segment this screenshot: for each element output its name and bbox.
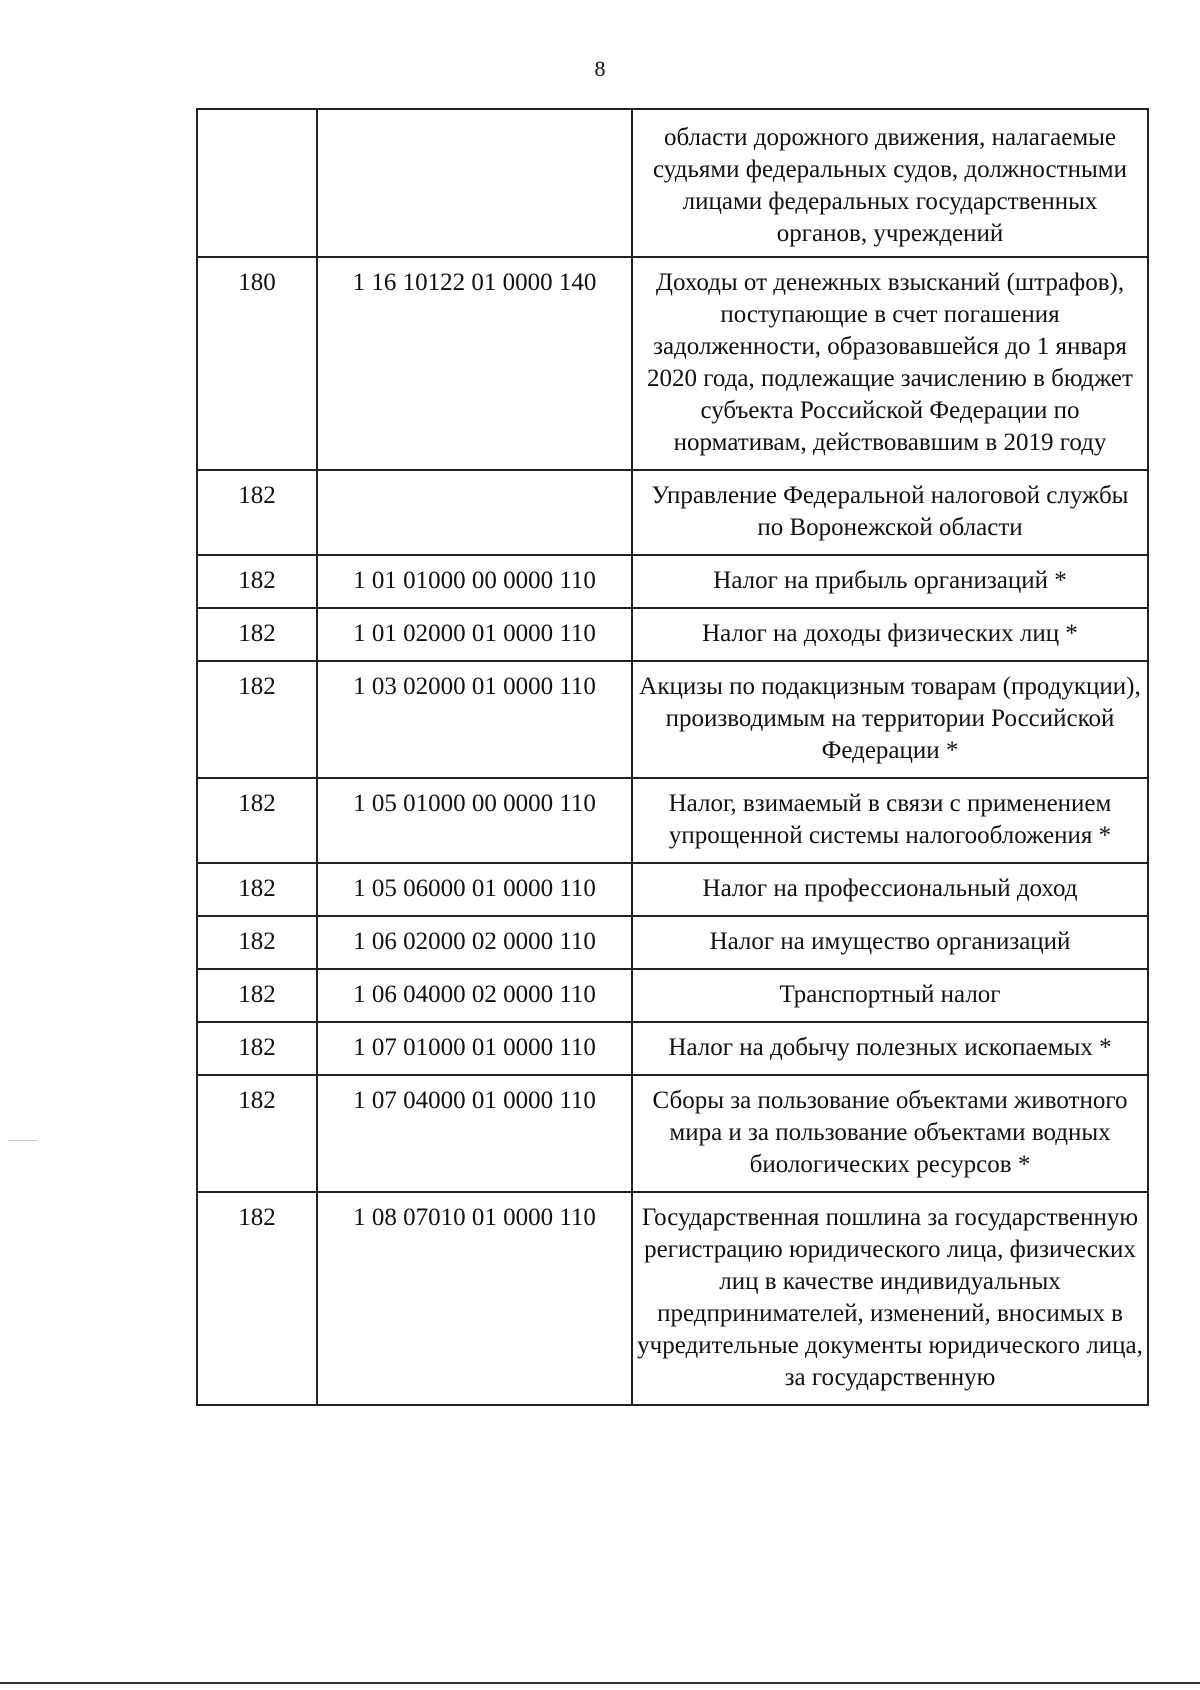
revenue-name-cell: Сборы за пользование объектами животного мира и за пользование объектами водных биологических ресурсов * bbox=[632, 1075, 1148, 1192]
budget-code-cell: 1 07 04000 01 0000 110 bbox=[317, 1075, 632, 1192]
table-row bbox=[197, 778, 1148, 863]
revenue-name-cell: Налог на профессиональный доход bbox=[632, 863, 1148, 916]
table-row bbox=[197, 969, 1148, 1022]
table-row bbox=[197, 916, 1148, 969]
table-row bbox=[197, 1192, 1148, 1405]
budget-code-cell: 1 01 02000 01 0000 110 bbox=[317, 608, 632, 661]
admin-code-cell: 182 bbox=[197, 555, 317, 608]
table-row bbox=[197, 608, 1148, 661]
budget-code-cell: 1 06 02000 02 0000 110 bbox=[317, 916, 632, 969]
budget-code-cell bbox=[317, 470, 632, 555]
revenue-name-cell: Налог на добычу полезных ископаемых * bbox=[632, 1022, 1148, 1075]
scan-margin-mark bbox=[8, 1140, 38, 1141]
page-bottom-rule bbox=[0, 1682, 1200, 1684]
revenue-table-body bbox=[197, 109, 1148, 1405]
table-row bbox=[197, 109, 1148, 257]
admin-code-cell: 182 bbox=[197, 1022, 317, 1075]
budget-code-cell bbox=[317, 109, 632, 257]
admin-code-cell bbox=[197, 109, 317, 257]
budget-code-cell: 1 05 06000 01 0000 110 bbox=[317, 863, 632, 916]
admin-code-cell: 182 bbox=[197, 470, 317, 555]
revenue-table bbox=[196, 108, 1149, 1406]
budget-code-cell: 1 16 10122 01 0000 140 bbox=[317, 257, 632, 470]
table-row bbox=[197, 470, 1148, 555]
budget-code-cell: 1 07 01000 01 0000 110 bbox=[317, 1022, 632, 1075]
revenue-name-cell: области дорожного движения, налагаемые судьями федеральных судов, должностными лицами федеральных государственных органов, учреждений bbox=[632, 109, 1148, 257]
budget-code-cell: 1 08 07010 01 0000 110 bbox=[317, 1192, 632, 1405]
table-row bbox=[197, 1075, 1148, 1192]
admin-code-cell: 180 bbox=[197, 257, 317, 470]
revenue-name-cell: Налог, взимаемый в связи с применением упрощенной системы налогообложения * bbox=[632, 778, 1148, 863]
revenue-name-cell: Налог на прибыль организаций * bbox=[632, 555, 1148, 608]
revenue-name-cell: Управление Федеральной налоговой службы по Воронежской области bbox=[632, 470, 1148, 555]
budget-code-cell: 1 01 01000 00 0000 110 bbox=[317, 555, 632, 608]
revenue-name-cell: Государственная пошлина за государственную регистрацию юридического лица, физических лиц в качестве индивидуальных предпринимателей, изменений, вносимых в учредительные документы юридического лица, за государственную bbox=[632, 1192, 1148, 1405]
table-row bbox=[197, 257, 1148, 470]
revenue-name-cell: Налог на имущество организаций bbox=[632, 916, 1148, 969]
revenue-name-cell: Доходы от денежных взысканий (штрафов), поступающие в счет погашения задолженности, образовавшейся до 1 января 2020 года, подлежащие зачислению в бюджет субъекта Российской Федерации по нормативам, действовавшим в 2019 году bbox=[632, 257, 1148, 470]
admin-code-cell: 182 bbox=[197, 916, 317, 969]
admin-code-cell: 182 bbox=[197, 969, 317, 1022]
admin-code-cell: 182 bbox=[197, 608, 317, 661]
table-row bbox=[197, 555, 1148, 608]
admin-code-cell: 182 bbox=[197, 1192, 317, 1405]
admin-code-cell: 182 bbox=[197, 778, 317, 863]
admin-code-cell: 182 bbox=[197, 863, 317, 916]
admin-code-cell: 182 bbox=[197, 1075, 317, 1192]
revenue-name-cell: Акцизы по подакцизным товарам (продукции), производимым на территории Российской Федерации * bbox=[632, 661, 1148, 778]
page-number: 8 bbox=[594, 56, 606, 81]
table-row bbox=[197, 863, 1148, 916]
revenue-name-cell: Транспортный налог bbox=[632, 969, 1148, 1022]
revenue-name-cell: Налог на доходы физических лиц * bbox=[632, 608, 1148, 661]
budget-code-cell: 1 05 01000 00 0000 110 bbox=[317, 778, 632, 863]
table-row bbox=[197, 1022, 1148, 1075]
admin-code-cell: 182 bbox=[197, 661, 317, 778]
table-row bbox=[197, 661, 1148, 778]
budget-code-cell: 1 03 02000 01 0000 110 bbox=[317, 661, 632, 778]
budget-code-cell: 1 06 04000 02 0000 110 bbox=[317, 969, 632, 1022]
